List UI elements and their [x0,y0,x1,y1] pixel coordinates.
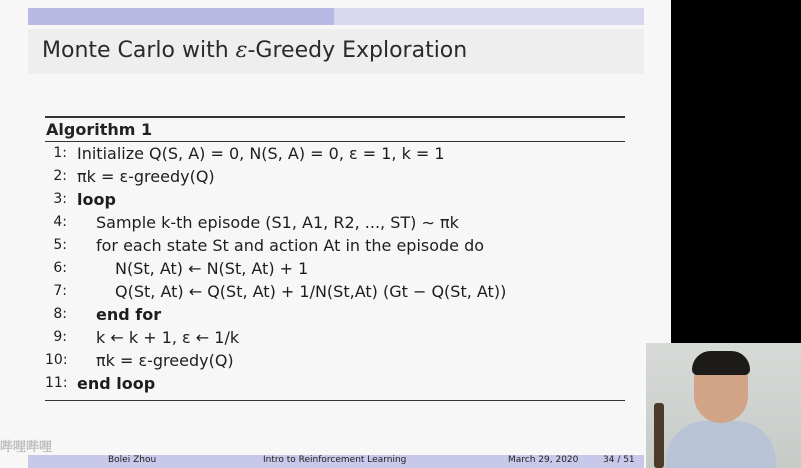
algorithm-line-9 [45,328,625,350]
line-number: 4: [53,214,67,230]
line-text: πk = ε-greedy(Q) [96,351,234,370]
algorithm-line-10 [45,351,625,373]
footer-author: Bolei Zhou [108,455,157,465]
line-text: N(St, At) ← N(St, At) + 1 [115,259,309,278]
algorithm-bottom-rule [45,400,625,401]
title-suffix: -Greedy Exploration [247,38,468,63]
slide-footer [28,455,644,468]
algorithm-line-7 [45,282,625,304]
person-hair [692,351,750,375]
line-text: loop [77,190,116,209]
algorithm-line-1 [45,144,625,166]
line-text: k ← k + 1, ε ← 1/k [96,328,240,347]
slide-title [42,38,467,63]
algorithm-line-4 [45,213,625,235]
watermark-logo: 哔哩哔哩 [0,440,53,455]
line-number: 11: [45,375,68,391]
header-bar-left [28,8,334,25]
black-panel [671,0,801,343]
line-number: 6: [53,260,67,276]
line-text: for each state St and action At in the episode do [96,236,485,255]
footer-date: March 29, 2020 [508,455,579,465]
line-number: 3: [53,191,67,207]
algorithm-line-5 [45,236,625,258]
algorithm-top-rule [45,116,625,118]
line-number: 2: [53,168,67,184]
title-epsilon: ε [235,38,248,63]
line-text: end for [96,305,162,324]
guitar-shape [654,403,664,468]
algorithm-line-11 [45,374,625,396]
line-number: 10: [45,352,68,368]
line-text: Sample k-th episode (S1, A1, R2, ..., ST) ∼ πk [96,213,459,232]
line-number: 1: [53,145,67,161]
algorithm-line-3 [45,190,625,212]
line-text: Initialize Q(S, A) = 0, N(S, A) = 0, ε = 1, k = 1 [77,144,445,163]
algorithm-line-8 [45,305,625,327]
title-prefix: Monte Carlo with [42,38,236,63]
algorithm-mid-rule [45,141,625,142]
header-bar-right [334,8,644,25]
algorithm-line-2 [45,167,625,189]
footer-course: Intro to Reinforcement Learning [263,455,407,465]
algorithm-box [45,116,625,402]
person-shirt [666,421,776,468]
webcam-video [646,343,801,468]
line-text: πk = ε-greedy(Q) [77,167,215,186]
line-text: Q(St, At) ← Q(St, At) + 1/N(St,At) (Gt − Q(St, At)) [115,282,507,301]
footer-page: 34 / 51 [603,455,635,465]
line-number: 9: [53,329,67,345]
line-number: 7: [53,283,67,299]
algorithm-heading: Algorithm 1 [46,120,153,139]
line-text: end loop [77,374,156,393]
algorithm-line-6 [45,259,625,281]
line-number: 8: [53,306,67,322]
line-number: 5: [53,237,67,253]
